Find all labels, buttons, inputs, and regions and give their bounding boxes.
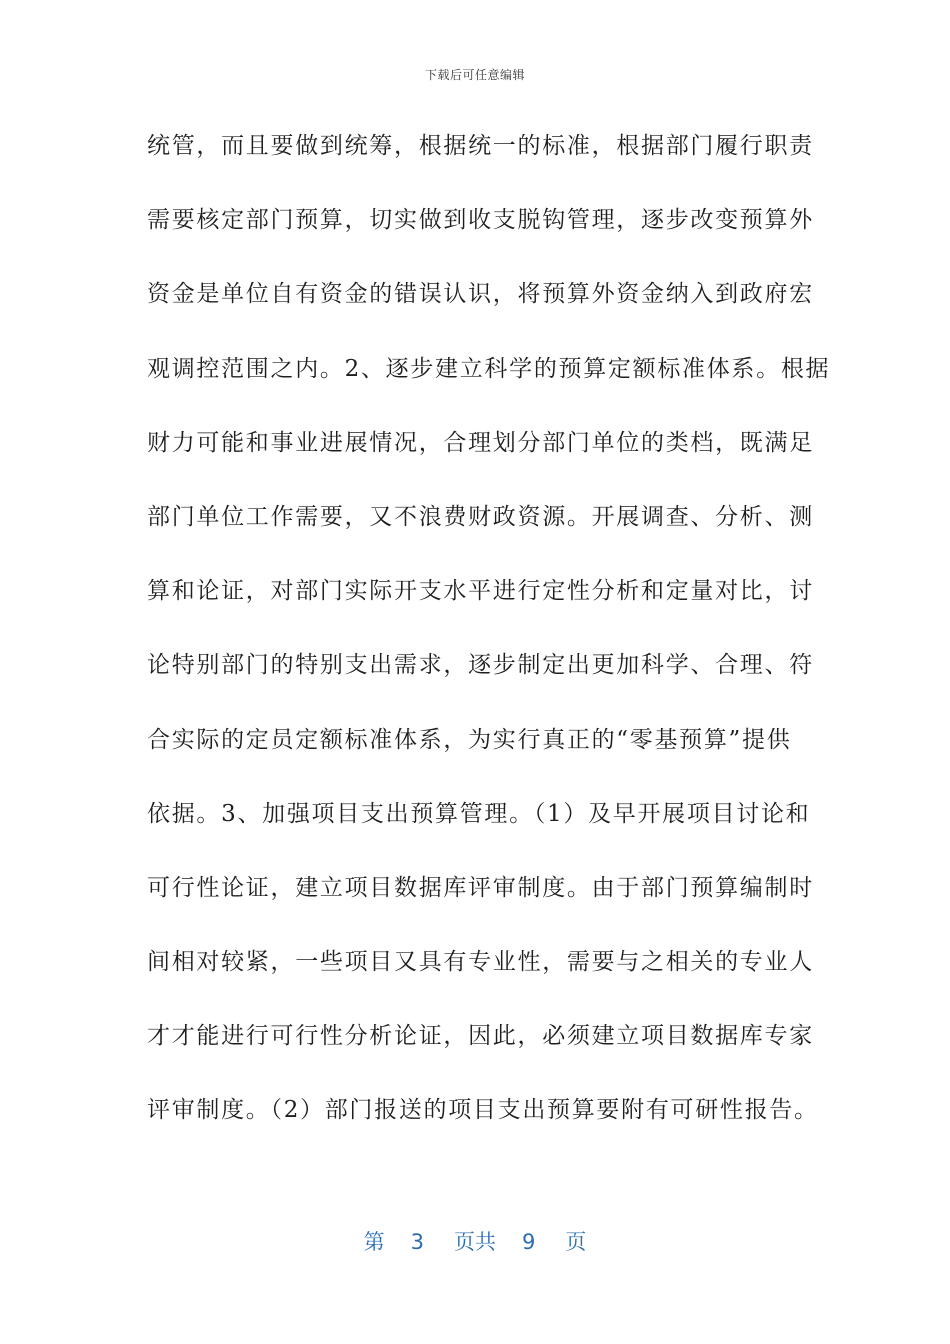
body-line: 合实际的定员定额标准体系，为实行真正的“零基预算”提供: [147, 726, 792, 753]
body-line: 统管，而且要做到统筹，根据统一的标准，根据部门履行职责: [147, 133, 814, 159]
body-line: 算和论证，对部门实际开支水平进行定性分析和定量对比，讨: [147, 578, 814, 605]
page-header: 下载后可任意编辑: [424, 68, 525, 82]
body-line: 需要核定部门预算，切实做到收支脱钩管理，逐步改变预算外: [147, 207, 814, 234]
body-line: 间相对较紧，一些项目又具有专业性，需要与之相关的专业人: [147, 949, 814, 976]
footer-current-page: 3: [410, 1230, 424, 1254]
body-line: 观调控范围之内。2、逐步建立科学的预算定额标准体系。根据: [147, 355, 831, 382]
page-footer: [0, 1226, 950, 1256]
footer-total-pages: 9: [522, 1230, 536, 1254]
body-line: 财力可能和事业进展情况，合理划分部门单位的类档，既满足: [147, 429, 814, 456]
body-line: 评审制度。（2）部门报送的项目支出预算要附有可研性报告。: [147, 1097, 819, 1124]
body-line: 才才能进行可行性分析论证，因此，必须建立项目数据库专家: [147, 1023, 814, 1050]
footer-suffix: 页: [565, 1230, 587, 1254]
body-line: 可行性论证，建立项目数据库评审制度。由于部门预算编制时: [147, 874, 814, 901]
body-line: 部门单位工作需要，又不浪费财政资源。开展调查、分析、测: [147, 503, 814, 530]
footer-prefix: 第: [363, 1230, 385, 1254]
document-body: [147, 116, 831, 1155]
body-line: 依据。3、加强项目支出预算管理。（1）及早开展项目讨论和: [147, 800, 811, 827]
body-line: 资金是单位自有资金的错误认识，将预算外资金纳入到政府宏: [147, 281, 814, 308]
footer-middle: 页共: [454, 1230, 496, 1254]
body-line: 论特别部门的特别支出需求，逐步制定出更加科学、合理、符: [147, 652, 814, 679]
